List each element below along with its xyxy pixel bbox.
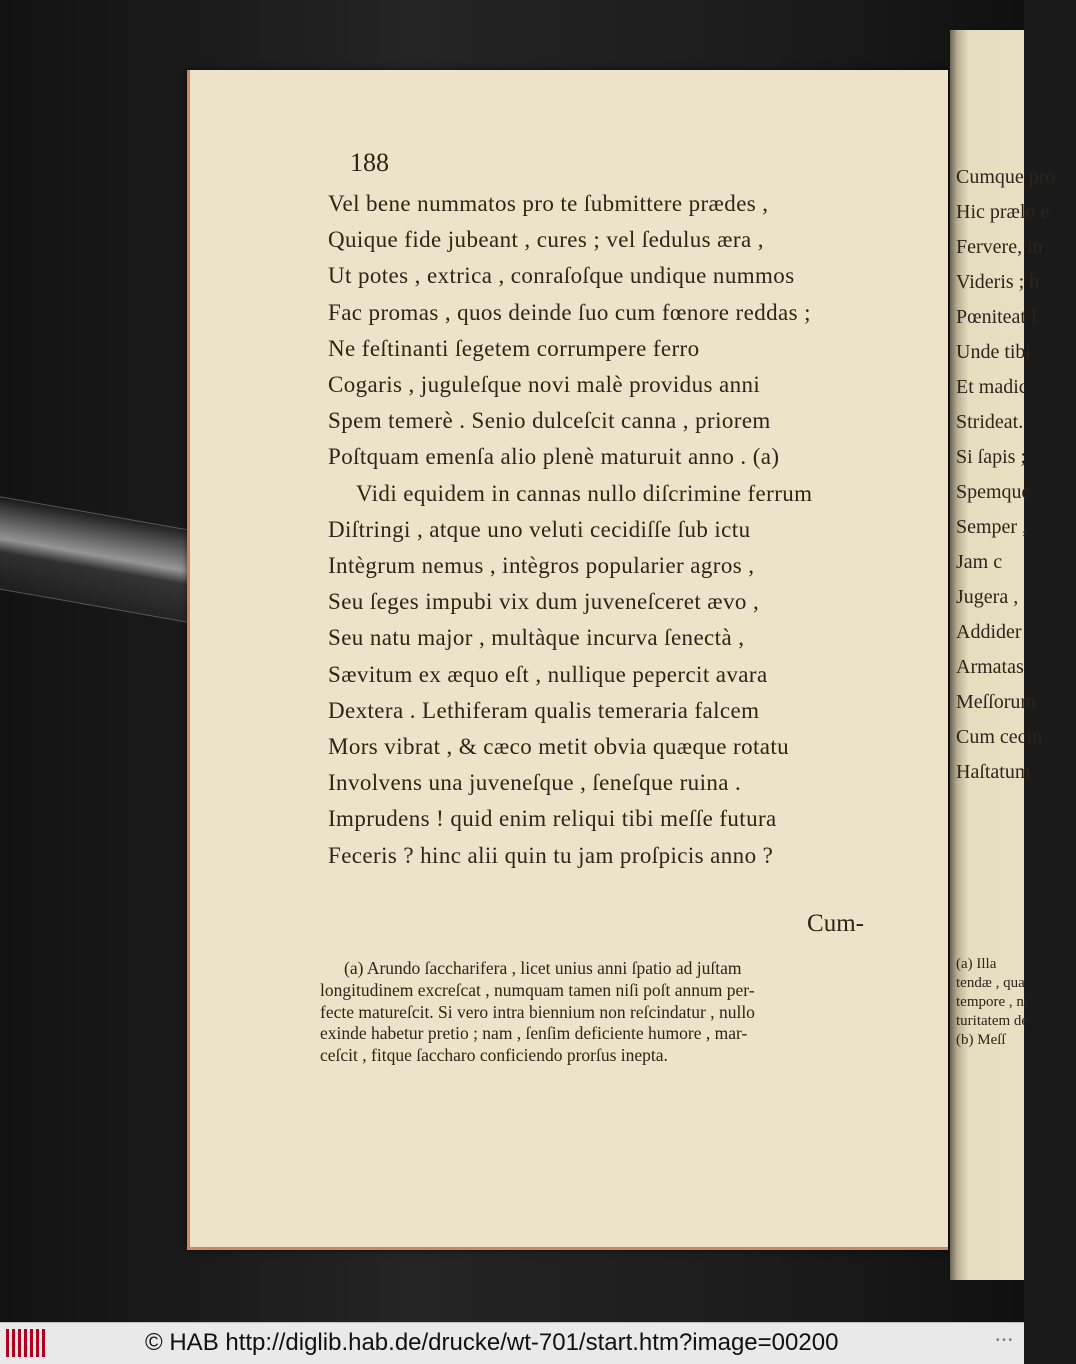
verse-block — [328, 186, 938, 874]
next-page-notes — [956, 955, 1076, 1050]
hab-logo-icon — [6, 1329, 46, 1357]
next-page-line: Et madic — [956, 376, 1028, 398]
next-page-line: Cum cecin — [956, 726, 1043, 748]
verse-line: Cogaris , juguleſque novi malè providus anni — [328, 372, 761, 398]
next-page-line: Videris ; h — [956, 271, 1040, 293]
footnote-line: exinde habetur pretio ; nam , ſenſim deficiente humore , mar- — [320, 1023, 748, 1044]
next-page-line: Pœniteat ! — [956, 306, 1038, 328]
next-page-line: Jugera , — [956, 586, 1019, 608]
verse-line: Mors vibrat , & cæco metit obvia quæque rotatu — [328, 734, 790, 760]
next-page-line: Armatas — [956, 656, 1024, 678]
verse-line: Diſtringi , atque uno veluti cecidiſſe ſub ictu — [328, 516, 751, 542]
verse-line: Feceris ? hinc alii quin tu jam proſpicis anno ? — [328, 842, 774, 868]
next-page-line: Addider — [956, 621, 1022, 643]
verse-line: Ne feſtinanti ſegetem corrumpere ferro — [328, 335, 700, 361]
footnote-line: (a) Arundo ſaccharifera , licet unius anni ſpatio ad juſtam — [344, 958, 742, 978]
catchword: Cum- — [807, 910, 864, 937]
next-page-line: Si ſapis ; — [956, 446, 1027, 468]
verse-line: Imprudens ! quid enim reliqui tibi meſſe futura — [328, 806, 777, 832]
next-page-line: Spemque — [956, 481, 1031, 503]
next-page-line: Haſtatum — [956, 761, 1031, 783]
footer-dots: • • • — [995, 1335, 1012, 1346]
next-page-note-line: (a) Illa — [956, 956, 997, 972]
footer-bar — [0, 1322, 1024, 1364]
page-number: 188 — [350, 148, 389, 177]
next-page-line: Meſſorum — [956, 691, 1036, 713]
next-page-note-line: turitatem de — [956, 1013, 1029, 1029]
next-page-line: Strideat. — [956, 411, 1024, 433]
book-page — [187, 70, 948, 1250]
next-page-line: Jam c — [956, 551, 1003, 573]
footnote-line: longitudinem excreſcat , numquam tamen niſi poſt annum per- — [320, 979, 755, 1000]
verse-line: Poſtquam emenſa alio plenè maturuit anno . (a) — [328, 444, 780, 470]
verse-line: Sævitum ex æquo eſt , nullique pepercit avara — [328, 661, 768, 687]
next-page-note-line: tendæ , qua — [956, 975, 1025, 991]
footnote — [320, 958, 915, 1067]
verse-line: Ut potes , extrica , conraſoſque undique nummos — [328, 263, 795, 289]
verse-line: Fac promas , quos deinde ſuo cum fœnore reddas ; — [328, 299, 811, 325]
next-page-note-line: tempore , ni — [956, 994, 1029, 1010]
verse-line: Intègrum nemus , intègros popularier agros , — [328, 553, 755, 579]
verse-line: Vel bene nummatos pro te ſubmittere prædes , — [328, 191, 769, 216]
next-page-line: Hic prælo e — [956, 201, 1050, 223]
footnote-line: ceſcit , fitque ſaccharo conficiendo prorſus inepta. — [320, 1045, 668, 1066]
next-page-edge — [950, 30, 1056, 1280]
verse-line: Vidi equidem in cannas nullo diſcrimine ferrum — [356, 480, 813, 506]
verse-line: Quique fide jubeant , cures ; vel ſedulus æra , — [328, 227, 764, 253]
next-page-line: Unde tibi — [956, 341, 1031, 363]
verse-line: Involvens una juveneſque , ſeneſque ruina . — [328, 770, 742, 796]
verse-line: Spem temerè . Senio dulceſcit canna , priorem — [328, 408, 771, 434]
next-page-line: Semper , — [956, 516, 1028, 538]
verse-line: Dextera . Lethiferam qualis temeraria falcem — [328, 697, 760, 723]
copyright-credit: © HAB http://diglib.hab.de/drucke/wt-701/start.htm?image=00200 — [145, 1329, 839, 1356]
verse-line: Seu natu major , multàque incurva ſenectà , — [328, 625, 745, 651]
verse-line: Seu ſeges impubi vix dum juveneſceret ævo , — [328, 589, 760, 615]
next-page-line: Cumque pro — [956, 166, 1056, 188]
footnote-line: fecte matureſcit. Si vero intra biennium non reſcindatur , nullo — [320, 1001, 755, 1022]
next-page-note-line: (b) Meſſ — [956, 1032, 1006, 1048]
next-page-line: Fervere, in — [956, 236, 1043, 258]
next-page-verse — [956, 160, 1076, 790]
